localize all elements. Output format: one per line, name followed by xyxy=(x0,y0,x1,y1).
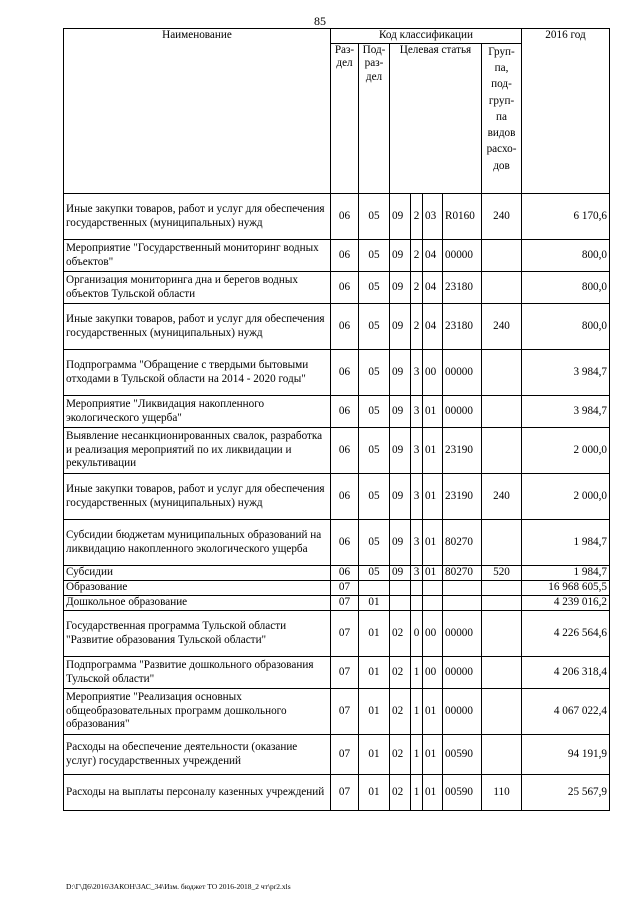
row-razdel: 06 xyxy=(331,272,359,304)
row-podrazdel: 01 xyxy=(359,657,390,689)
table-row xyxy=(64,304,610,350)
row-target-event xyxy=(423,581,443,596)
row-sum: 3 984,7 xyxy=(522,350,610,396)
row-target-direction: 00000 xyxy=(443,657,482,689)
row-target-program: 09 xyxy=(390,474,411,520)
row-name: Иные закупки товаров, работ и услуг для обеспечения государственных (муниципальных) нужд xyxy=(64,194,331,240)
row-target-program: 09 xyxy=(390,304,411,350)
row-expense-type: 110 xyxy=(482,775,522,811)
row-target-direction: 00000 xyxy=(443,689,482,735)
table-row xyxy=(64,428,610,474)
row-razdel: 06 xyxy=(331,350,359,396)
row-razdel: 07 xyxy=(331,689,359,735)
row-name: Выявление несанкционированных свалок, разработка и реализация мероприятий по их ликвидации и рекультивации xyxy=(64,428,331,474)
row-target-direction: 23180 xyxy=(443,304,482,350)
table-row xyxy=(64,596,610,611)
header-vid-text: Груп- па, под- груп- па видов расхо- дов xyxy=(486,46,517,172)
row-target-subprogram: 2 xyxy=(411,194,423,240)
page-number: 85 xyxy=(314,14,326,28)
row-sum: 2 000,0 xyxy=(522,428,610,474)
row-podrazdel: 01 xyxy=(359,775,390,811)
row-podrazdel: 01 xyxy=(359,735,390,775)
header-code-group: Код классификации xyxy=(331,29,522,44)
row-target-direction: 00000 xyxy=(443,350,482,396)
row-target-direction: 00590 xyxy=(443,735,482,775)
row-target-subprogram: 1 xyxy=(411,657,423,689)
row-razdel: 07 xyxy=(331,657,359,689)
row-target-direction: 00000 xyxy=(443,396,482,428)
row-razdel: 06 xyxy=(331,396,359,428)
row-sum: 3 984,7 xyxy=(522,396,610,428)
header-podrazdel xyxy=(359,44,390,194)
table-row xyxy=(64,240,610,272)
row-razdel: 06 xyxy=(331,566,359,581)
table-row xyxy=(64,272,610,304)
row-razdel: 07 xyxy=(331,775,359,811)
row-target-program: 02 xyxy=(390,689,411,735)
row-target-event: 00 xyxy=(423,657,443,689)
row-target-subprogram: 1 xyxy=(411,775,423,811)
row-name: Подпрограмма "Обращение с твердыми бытовыми отходами в Тульской области на 2014 - 2020 годы" xyxy=(64,350,331,396)
row-expense-type: 240 xyxy=(482,194,522,240)
row-name: Дошкольное образование xyxy=(64,596,331,611)
row-target-program: 09 xyxy=(390,520,411,566)
row-expense-type xyxy=(482,581,522,596)
row-target-event: 01 xyxy=(423,775,443,811)
row-target-event: 00 xyxy=(423,611,443,657)
row-name: Расходы на выплаты персоналу казенных учреждений xyxy=(64,775,331,811)
row-expense-type xyxy=(482,520,522,566)
row-razdel: 07 xyxy=(331,611,359,657)
row-expense-type xyxy=(482,689,522,735)
row-target-direction: 23190 xyxy=(443,428,482,474)
row-podrazdel: 05 xyxy=(359,396,390,428)
row-sum: 1 984,7 xyxy=(522,566,610,581)
row-sum: 16 968 605,5 xyxy=(522,581,610,596)
row-target-subprogram: 3 xyxy=(411,566,423,581)
row-target-event: 01 xyxy=(423,520,443,566)
table-row xyxy=(64,657,610,689)
row-target-program: 09 xyxy=(390,240,411,272)
row-expense-type xyxy=(482,428,522,474)
row-target-program: 02 xyxy=(390,775,411,811)
row-target-event: 00 xyxy=(423,350,443,396)
table-row xyxy=(64,566,610,581)
header-target: Целевая статья xyxy=(390,44,482,194)
row-target-subprogram: 3 xyxy=(411,520,423,566)
row-target-event: 01 xyxy=(423,735,443,775)
row-target-direction xyxy=(443,581,482,596)
row-expense-type xyxy=(482,350,522,396)
row-target-direction: R0160 xyxy=(443,194,482,240)
row-expense-type: 520 xyxy=(482,566,522,581)
row-target-direction: 00590 xyxy=(443,775,482,811)
row-target-program: 09 xyxy=(390,566,411,581)
row-target-event: 01 xyxy=(423,566,443,581)
row-target-event: 04 xyxy=(423,272,443,304)
row-sum: 2 000,0 xyxy=(522,474,610,520)
row-podrazdel: 05 xyxy=(359,428,390,474)
row-sum: 4 067 022,4 xyxy=(522,689,610,735)
row-target-event: 03 xyxy=(423,194,443,240)
table-row xyxy=(64,689,610,735)
row-expense-type xyxy=(482,657,522,689)
row-podrazdel: 01 xyxy=(359,596,390,611)
row-target-direction: 23190 xyxy=(443,474,482,520)
row-expense-type xyxy=(482,611,522,657)
row-name: Подпрограмма "Развитие дошкольного образования Тульской области" xyxy=(64,657,331,689)
row-sum: 800,0 xyxy=(522,304,610,350)
row-podrazdel: 05 xyxy=(359,272,390,304)
header-year: 2016 год xyxy=(522,29,610,194)
row-podrazdel: 05 xyxy=(359,304,390,350)
row-target-program: 09 xyxy=(390,272,411,304)
row-expense-type: 240 xyxy=(482,304,522,350)
row-target-subprogram: 2 xyxy=(411,304,423,350)
row-sum: 800,0 xyxy=(522,272,610,304)
row-target-subprogram: 3 xyxy=(411,428,423,474)
header-razdel xyxy=(331,44,359,194)
row-sum: 4 239 016,2 xyxy=(522,596,610,611)
header-razdel-text: Раз- дел xyxy=(334,44,355,70)
row-razdel: 07 xyxy=(331,581,359,596)
header-podrazdel-text: Под- раз- дел xyxy=(362,44,386,83)
row-sum: 94 191,9 xyxy=(522,735,610,775)
row-podrazdel: 05 xyxy=(359,194,390,240)
row-name: Мероприятие "Государственный мониторинг водных объектов" xyxy=(64,240,331,272)
row-expense-type xyxy=(482,272,522,304)
row-target-event: 04 xyxy=(423,304,443,350)
row-target-program xyxy=(390,596,411,611)
row-razdel: 06 xyxy=(331,304,359,350)
row-target-event: 01 xyxy=(423,396,443,428)
row-target-subprogram: 3 xyxy=(411,396,423,428)
table-row xyxy=(64,350,610,396)
row-razdel: 06 xyxy=(331,240,359,272)
row-name: Субсидии xyxy=(64,566,331,581)
header-name: Наименование xyxy=(64,29,331,194)
row-name: Образование xyxy=(64,581,331,596)
row-expense-type: 240 xyxy=(482,474,522,520)
row-target-program: 09 xyxy=(390,350,411,396)
row-target-subprogram xyxy=(411,596,423,611)
row-name: Расходы на обеспечение деятельности (оказание услуг) государственных учреждений xyxy=(64,735,331,775)
row-target-event: 04 xyxy=(423,240,443,272)
row-podrazdel: 05 xyxy=(359,474,390,520)
row-target-subprogram: 2 xyxy=(411,272,423,304)
row-target-direction: 23180 xyxy=(443,272,482,304)
table-row xyxy=(64,396,610,428)
header-vid xyxy=(482,44,522,194)
row-podrazdel: 05 xyxy=(359,240,390,272)
row-sum: 4 226 564,6 xyxy=(522,611,610,657)
row-razdel: 07 xyxy=(331,596,359,611)
row-name: Субсидии бюджетам муниципальных образований на ликвидацию накопленного экологического ущерба xyxy=(64,520,331,566)
row-target-subprogram: 2 xyxy=(411,240,423,272)
row-target-subprogram: 1 xyxy=(411,689,423,735)
row-name: Государственная программа Тульской области "Развитие образования Тульской области" xyxy=(64,611,331,657)
row-target-subprogram: 0 xyxy=(411,611,423,657)
row-razdel: 06 xyxy=(331,428,359,474)
row-sum: 25 567,9 xyxy=(522,775,610,811)
row-target-subprogram xyxy=(411,581,423,596)
row-podrazdel: 01 xyxy=(359,611,390,657)
row-target-program: 02 xyxy=(390,657,411,689)
row-target-program: 09 xyxy=(390,194,411,240)
row-expense-type xyxy=(482,396,522,428)
row-sum: 4 206 318,4 xyxy=(522,657,610,689)
table-row xyxy=(64,775,610,811)
table-row xyxy=(64,735,610,775)
row-razdel: 06 xyxy=(331,520,359,566)
row-target-direction xyxy=(443,596,482,611)
row-razdel: 07 xyxy=(331,735,359,775)
row-expense-type xyxy=(482,596,522,611)
row-target-subprogram: 3 xyxy=(411,474,423,520)
table-row xyxy=(64,520,610,566)
row-expense-type xyxy=(482,240,522,272)
row-podrazdel xyxy=(359,581,390,596)
row-name: Иные закупки товаров, работ и услуг для обеспечения государственных (муниципальных) нужд xyxy=(64,304,331,350)
table-row xyxy=(64,611,610,657)
row-target-subprogram: 1 xyxy=(411,735,423,775)
row-target-subprogram: 3 xyxy=(411,350,423,396)
table-row xyxy=(64,581,610,596)
row-podrazdel: 05 xyxy=(359,350,390,396)
row-target-program: 09 xyxy=(390,396,411,428)
table-row xyxy=(64,194,610,240)
row-expense-type xyxy=(482,735,522,775)
row-target-event xyxy=(423,596,443,611)
row-sum: 6 170,6 xyxy=(522,194,610,240)
row-target-direction: 80270 xyxy=(443,520,482,566)
row-target-program: 02 xyxy=(390,611,411,657)
row-razdel: 06 xyxy=(331,474,359,520)
row-target-direction: 00000 xyxy=(443,240,482,272)
row-target-program: 09 xyxy=(390,428,411,474)
row-target-event: 01 xyxy=(423,689,443,735)
row-target-direction: 80270 xyxy=(443,566,482,581)
row-target-direction: 00000 xyxy=(443,611,482,657)
row-razdel: 06 xyxy=(331,194,359,240)
row-podrazdel: 01 xyxy=(359,689,390,735)
file-path-footer: D:\Г\Д6\2016\ЗАКОН\ЗАС_34\Изм. бюджет ТО 2016-2018_2 чт\pr2.xls xyxy=(66,882,291,891)
row-target-program: 02 xyxy=(390,735,411,775)
row-name: Мероприятие "Реализация основных общеобразовательных программ дошкольного образования" xyxy=(64,689,331,735)
row-target-event: 01 xyxy=(423,428,443,474)
budget-table xyxy=(63,28,610,811)
row-podrazdel: 05 xyxy=(359,566,390,581)
row-name: Организация мониторинга дна и берегов водных объектов Тульской области xyxy=(64,272,331,304)
row-target-event: 01 xyxy=(423,474,443,520)
row-sum: 800,0 xyxy=(522,240,610,272)
table-row xyxy=(64,474,610,520)
row-sum: 1 984,7 xyxy=(522,520,610,566)
row-target-program xyxy=(390,581,411,596)
row-name: Мероприятие "Ликвидация накопленного экологического ущерба" xyxy=(64,396,331,428)
row-podrazdel: 05 xyxy=(359,520,390,566)
row-name: Иные закупки товаров, работ и услуг для обеспечения государственных (муниципальных) нужд xyxy=(64,474,331,520)
